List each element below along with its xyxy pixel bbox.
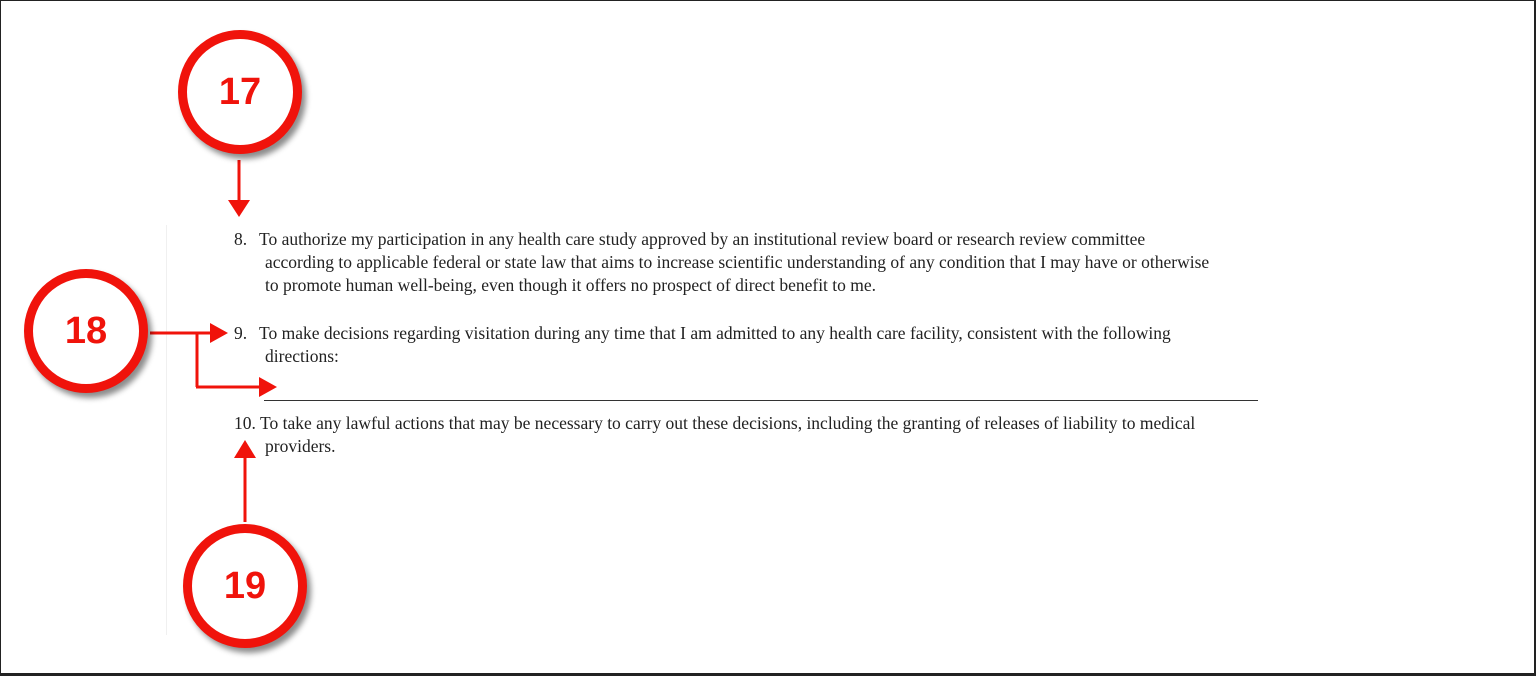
- item-text-line: to promote human well-being, even though it offers no prospect of direct benefit to me.: [265, 275, 877, 295]
- callout-17: [178, 30, 302, 154]
- item-number: 9.: [234, 323, 248, 343]
- item-text-line: providers.: [265, 436, 336, 456]
- item-number: 10.: [234, 413, 256, 433]
- callout-19: [183, 524, 307, 648]
- callout-label: 19: [223, 564, 267, 607]
- item-number: 8.: [234, 229, 248, 249]
- arrow-17-head-icon: [228, 200, 250, 217]
- callout-label: 18: [64, 309, 108, 352]
- item-text-line: according to applicable federal or state law that aims to increase scientific understanding of any condition that I may have or otherwise: [265, 252, 1210, 272]
- arrow-19-head-icon: [234, 440, 256, 458]
- callout-label: 17: [218, 70, 262, 113]
- callout-18: [24, 269, 148, 393]
- item-text-line: To make decisions regarding visitation during any time that I am admitted to any health care facility, consistent with the following: [259, 323, 1171, 343]
- arrow-18a-head-icon: [210, 323, 228, 343]
- item-text-line: directions:: [265, 346, 339, 366]
- arrow-18b-head-icon: [259, 377, 277, 397]
- item-text-line: To take any lawful actions that may be necessary to carry out these decisions, including the granting of releases of liability to medical: [260, 413, 1196, 433]
- item-text-line: To authorize my participation in any health care study approved by an institutional review board or research review committee: [259, 229, 1146, 249]
